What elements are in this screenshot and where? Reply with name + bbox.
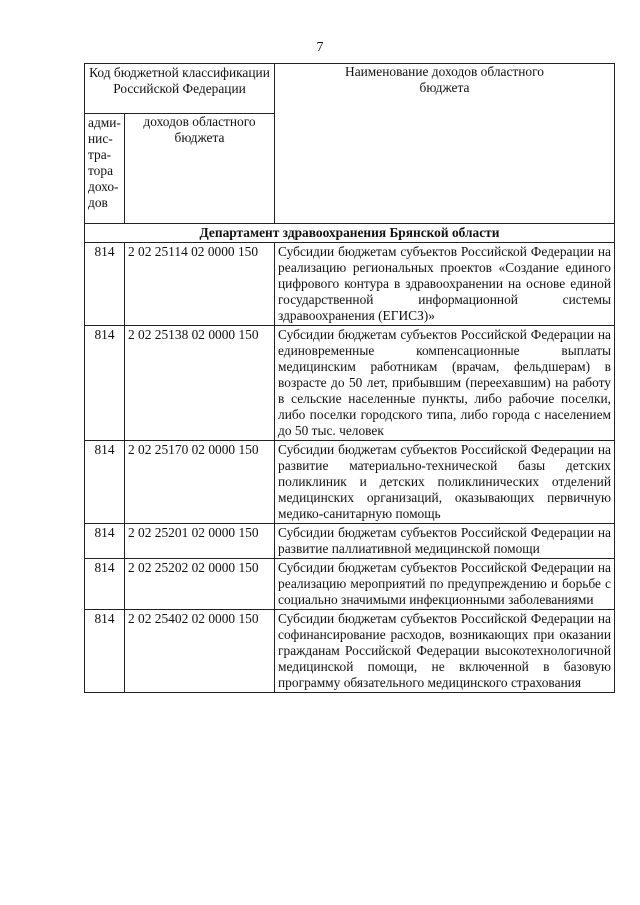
header-revenue-name: Наименование доходов областного бюджета [275,64,615,224]
header-revenues: доходов областного бюджета [125,114,275,224]
revenue-name-cell: Субсидии бюджетам субъектов Российской Федерации на развитие паллиативной медицинской помощи [275,524,615,559]
admin-code-cell: 814 [85,326,125,441]
header-row-top [85,64,615,114]
table-row [85,524,615,559]
admin-code-cell: 814 [85,524,125,559]
revenue-name-cell: Субсидии бюджетам субъектов Российской Федерации на реализацию региональных проектов «Создание единого цифрового контура в здравоохранении на основе единой государственной информационной системы здравоохранения (ЕГИСЗ)» [275,243,615,326]
admin-code-cell: 814 [85,559,125,610]
admin-code-cell: 814 [85,243,125,326]
budget-code-cell: 2 02 25201 02 0000 150 [125,524,275,559]
department-row [85,224,615,243]
page-number: 7 [316,40,324,55]
budget-code-cell: 2 02 25202 02 0000 150 [125,559,275,610]
table-row [85,243,615,326]
admin-code-cell: 814 [85,441,125,524]
budget-code-cell: 2 02 25170 02 0000 150 [125,441,275,524]
department-name: Департамент здравоохранения Брянской области [85,224,615,243]
header-administrator: адми- нис- тра- тора дохо- дов [85,114,125,224]
revenue-name-cell: Субсидии бюджетам субъектов Российской Федерации на развитие материально-технической базы детских поликлиник и детских поликлинических отделений медицинских организаций, оказывающих первичную медико-санитарную помощь [275,441,615,524]
revenue-name-cell: Субсидии бюджетам субъектов Российской Федерации на реализацию мероприятий по предупреждению и борьбе с социально значимыми инфекционными заболеваниями [275,559,615,610]
admin-code-cell: 814 [85,610,125,693]
table-row [85,559,615,610]
table-row [85,326,615,441]
table-row [85,441,615,524]
revenue-name-cell: Субсидии бюджетам субъектов Российской Федерации на софинансирование расходов, возникающих при оказании гражданам Российской Федерации высокотехнологичной медицинской помощи, не включенной в базовую программу обязательного медицинского страхования [275,610,615,693]
budget-code-cell: 2 02 25114 02 0000 150 [125,243,275,326]
budget-code-cell: 2 02 25402 02 0000 150 [125,610,275,693]
header-classification-code: Код бюджетной классификации Российской Федерации [85,64,275,114]
table-row [85,610,615,693]
budget-code-cell: 2 02 25138 02 0000 150 [125,326,275,441]
revenue-name-cell: Субсидии бюджетам субъектов Российской Федерации на единовременные компенсационные выплаты медицинским работникам (врачам, фельдшерам) в возрасте до 50 лет, прибывшим (переехавшим) на работу в сельские населенные пункты, либо рабочие поселки, либо поселки городского типа, либо города с населением до 50 тыс. человек [275,326,615,441]
budget-revenue-table [84,63,615,693]
